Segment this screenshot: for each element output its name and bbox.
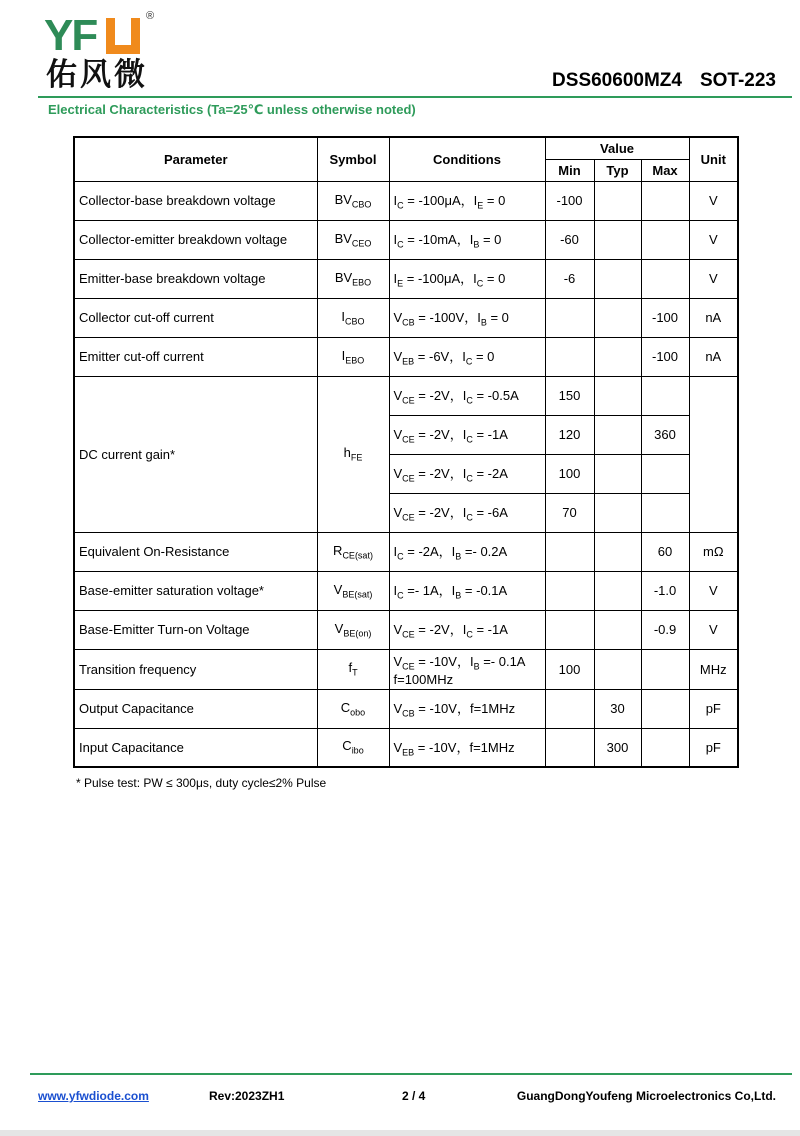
min-cell: 120 xyxy=(545,415,594,454)
max-cell: -1.0 xyxy=(641,571,689,610)
parameter-cell: Collector cut-off current xyxy=(74,298,317,337)
table-row xyxy=(74,259,738,298)
header-conditions: Conditions xyxy=(389,137,545,181)
min-cell xyxy=(545,337,594,376)
conditions-cell: $I_C = -10mA$，$I_B = 0$ xyxy=(389,220,545,259)
symbol-cell: $C_{ibo}$ xyxy=(317,728,389,767)
conditions-cell: $V_{CB} = -100V$，$I_B = 0$ xyxy=(389,298,545,337)
electrical-characteristics-table xyxy=(73,136,739,768)
max-cell: -100 xyxy=(641,337,689,376)
min-cell: 100 xyxy=(545,454,594,493)
min-cell: -6 xyxy=(545,259,594,298)
logo-u-mark xyxy=(106,18,140,54)
table-row xyxy=(74,571,738,610)
registered-mark: ® xyxy=(146,10,155,22)
header-typ: Typ xyxy=(594,159,641,181)
typ-cell xyxy=(594,610,641,649)
parameter-cell: Transition frequency xyxy=(74,649,317,689)
min-cell xyxy=(545,571,594,610)
company-name: GuangDongYoufeng Microelectronics Co,Ltd. xyxy=(516,1089,776,1103)
unit-cell: MHz xyxy=(689,649,738,689)
symbol-cell: $C_{obo}$ xyxy=(317,689,389,728)
max-cell xyxy=(641,689,689,728)
parameter-cell: Base-Emitter Turn-on Voltage xyxy=(74,610,317,649)
part-number: DSS60600MZ4 xyxy=(552,70,682,91)
max-cell xyxy=(641,259,689,298)
typ-cell xyxy=(594,649,641,689)
footer-divider xyxy=(30,1073,792,1075)
table-row xyxy=(74,220,738,259)
max-cell xyxy=(641,649,689,689)
symbol-cell: $I_{EBO}$ xyxy=(317,337,389,376)
symbol-cell: $BV_{CBO}$ xyxy=(317,181,389,220)
logo-letters: YF xyxy=(44,11,97,60)
conditions-cell: $V_{EB} = -10V$，f=1MHz xyxy=(389,728,545,767)
min-cell: 100 xyxy=(545,649,594,689)
min-cell: 150 xyxy=(545,376,594,415)
header-value: Value xyxy=(545,137,689,159)
conditions-cell: $I_E = -100\mu A$，$I_C = 0$ xyxy=(389,259,545,298)
unit-cell: V xyxy=(689,181,738,220)
table-row xyxy=(74,532,738,571)
table-row xyxy=(74,610,738,649)
parameter-cell: DC current gain* xyxy=(74,376,317,532)
revision-label: Rev:2023ZH1 xyxy=(209,1089,285,1103)
page-number: 2 / 4 xyxy=(402,1089,426,1103)
unit-cell: V xyxy=(689,610,738,649)
unit-cell: V xyxy=(689,259,738,298)
min-cell: -100 xyxy=(545,181,594,220)
header-divider xyxy=(38,96,792,98)
max-cell xyxy=(641,454,689,493)
unit-cell: V xyxy=(689,571,738,610)
typ-cell xyxy=(594,571,641,610)
typ-cell xyxy=(594,181,641,220)
min-cell: 70 xyxy=(545,493,594,532)
conditions-cell: $V_{CB} = -10V$，f=1MHz xyxy=(389,689,545,728)
min-cell xyxy=(545,532,594,571)
symbol-cell: $BV_{EBO}$ xyxy=(317,259,389,298)
min-cell xyxy=(545,689,594,728)
max-cell xyxy=(641,181,689,220)
unit-cell: mΩ xyxy=(689,532,738,571)
logo-chinese-name: 佑风微 xyxy=(46,57,148,93)
parameter-cell: Collector-emitter breakdown voltage xyxy=(74,220,317,259)
typ-cell xyxy=(594,532,641,571)
parameter-cell: Input Capacitance xyxy=(74,728,317,767)
unit-cell: nA xyxy=(689,337,738,376)
pulse-test-note: * Pulse test: PW ≤ 300μs, duty cycle≤2% Pulse xyxy=(76,776,327,790)
conditions-cell: $V_{EB} = -6V$，$I_C = 0$ xyxy=(389,337,545,376)
table-row xyxy=(74,376,738,415)
max-cell xyxy=(641,728,689,767)
parameter-cell: Emitter-base breakdown voltage xyxy=(74,259,317,298)
section-title: Electrical Characteristics (Ta=25℃ unless otherwise noted) xyxy=(48,102,416,117)
min-cell xyxy=(545,728,594,767)
typ-cell xyxy=(594,298,641,337)
min-cell xyxy=(545,298,594,337)
symbol-cell: $V_{BE(sat)}$ xyxy=(317,571,389,610)
unit-cell xyxy=(689,376,738,532)
table-row xyxy=(74,649,738,689)
max-cell xyxy=(641,376,689,415)
parameter-cell: Output Capacitance xyxy=(74,689,317,728)
header-max: Max xyxy=(641,159,689,181)
symbol-cell: $I_{CBO}$ xyxy=(317,298,389,337)
typ-cell: 300 xyxy=(594,728,641,767)
symbol-cell: $h_{FE}$ xyxy=(317,376,389,532)
table-row xyxy=(74,689,738,728)
table-row xyxy=(74,337,738,376)
table-row xyxy=(74,181,738,220)
max-cell: -0.9 xyxy=(641,610,689,649)
typ-cell xyxy=(594,337,641,376)
conditions-cell: $V_{CE} = -2V$，$I_C = -1A$ xyxy=(389,610,545,649)
table-row xyxy=(74,298,738,337)
header-symbol: Symbol xyxy=(317,137,389,181)
conditions-cell: $V_{CE} = -2V$，$I_C = -6A$ xyxy=(389,493,545,532)
max-cell: 60 xyxy=(641,532,689,571)
max-cell xyxy=(641,220,689,259)
unit-cell: pF xyxy=(689,728,738,767)
max-cell xyxy=(641,493,689,532)
conditions-cell: $I_C =- 1A$，$I_B = -0.1A$ xyxy=(389,571,545,610)
parameter-cell: Equivalent On-Resistance xyxy=(74,532,317,571)
max-cell: -100 xyxy=(641,298,689,337)
typ-cell xyxy=(594,454,641,493)
unit-cell: V xyxy=(689,220,738,259)
typ-cell: 30 xyxy=(594,689,641,728)
parameter-cell: Base-emitter saturation voltage* xyxy=(74,571,317,610)
symbol-cell: $f_T$ xyxy=(317,649,389,689)
parameter-cell: Emitter cut-off current xyxy=(74,337,317,376)
min-cell: -60 xyxy=(545,220,594,259)
page-bottom-strip xyxy=(0,1130,800,1136)
conditions-cell: $I_C = -2A$，$I_B =- 0.2A$ xyxy=(389,532,545,571)
conditions-cell: $V_{CE} = -2V$，$I_C = -0.5A$ xyxy=(389,376,545,415)
conditions-cell: $V_{CE} = -2V$，$I_C = -1A$ xyxy=(389,415,545,454)
document-title xyxy=(552,70,776,92)
typ-cell xyxy=(594,220,641,259)
header-unit: Unit xyxy=(689,137,738,181)
header-parameter: Parameter xyxy=(74,137,317,181)
typ-cell xyxy=(594,376,641,415)
parameter-cell: Collector-base breakdown voltage xyxy=(74,181,317,220)
table-row xyxy=(74,728,738,767)
unit-cell: pF xyxy=(689,689,738,728)
header-min: Min xyxy=(545,159,594,181)
max-cell: 360 xyxy=(641,415,689,454)
unit-cell: nA xyxy=(689,298,738,337)
typ-cell xyxy=(594,259,641,298)
symbol-cell: $V_{BE(on)}$ xyxy=(317,610,389,649)
company-logo xyxy=(44,10,164,94)
package-type: SOT-223 xyxy=(699,70,776,91)
conditions-cell: $I_C = -100\mu A$，$I_E = 0$ xyxy=(389,181,545,220)
symbol-cell: $BV_{CEO}$ xyxy=(317,220,389,259)
conditions-cell: $V_{CE} = -10V$，$I_B =- 0.1A$ f=100MHz xyxy=(389,649,545,689)
typ-cell xyxy=(594,493,641,532)
symbol-cell: $R_{CE(sat)}$ xyxy=(317,532,389,571)
typ-cell xyxy=(594,415,641,454)
website-link[interactable]: www.yfwdiode.com xyxy=(38,1089,149,1103)
conditions-cell: $V_{CE} = -2V$，$I_C = -2A$ xyxy=(389,454,545,493)
min-cell xyxy=(545,610,594,649)
